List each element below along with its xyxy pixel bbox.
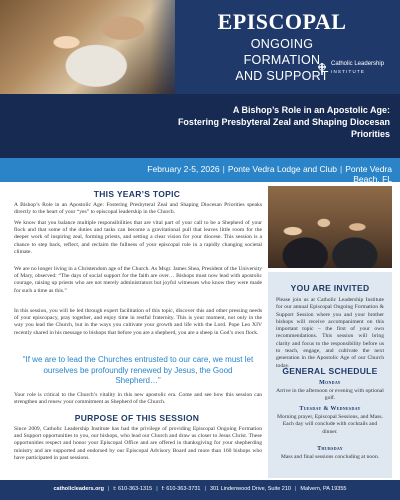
subtitle-line-3: AND SUPPORT <box>235 69 329 83</box>
event-venue: Ponte Vedra Lodge and Club <box>227 164 337 174</box>
footer-fax: f: 610-363-3731 <box>161 486 201 492</box>
bishops-meeting-photo <box>268 186 392 268</box>
footer-contact <box>0 486 400 492</box>
separator: | <box>339 164 343 174</box>
topic-heading: THIS YEAR’S TOPIC <box>93 189 181 199</box>
event-location: Ponte Vedra Beach, FL <box>345 164 392 184</box>
invited-heading: YOU ARE INVITED <box>290 283 370 293</box>
footer-city: Malvern, PA 19355 <box>300 486 347 492</box>
session-title-line-1: A Bishop’s Role in an Apostolic Age: <box>232 105 390 115</box>
separator: | <box>156 486 158 492</box>
footer-address: 301 Lindenwood Drive, Suite 210 <box>209 486 291 492</box>
purpose-heading: PURPOSE OF THIS SESSION <box>74 413 200 423</box>
subtitle-line-1: ONGOING <box>250 37 314 51</box>
schedule-day-tue-wed: Tuesday & Wednesday <box>299 406 361 412</box>
header-photo-fade <box>150 0 200 94</box>
cli-logo-icon <box>316 62 328 76</box>
schedule-text-thursday: Mass and final sessions concluding at noon. <box>280 454 380 460</box>
schedule-day-thursday: Thursday <box>317 446 343 452</box>
separator: | <box>204 486 206 492</box>
footer-website-link[interactable]: catholicleaders.org <box>53 486 104 492</box>
brochure-title: EPISCOPAL <box>217 9 347 34</box>
logo-line-1: Catholic Leadership <box>331 61 385 67</box>
header-photo-bishop-hands <box>0 0 175 94</box>
schedule-day-monday: Monday <box>319 380 341 386</box>
separator: | <box>107 486 110 492</box>
logo-text <box>331 61 384 75</box>
purpose-paragraph: Since 2009, Catholic Leadership Institute has had the privilege of providing Episcopal Ongoing Formation and Support opportunities to you, our bishops, who lead our Church and draw us closer to Jesus Christ. These opportunities respect and honor your Episcopal Office and are offered in thanksgiving for your shepherding ministry and are supported and endorsed by our Episcopal Advisory Board and more than 160 bishops who have participated in past sessions. <box>14 426 262 461</box>
topic-paragraph-2: We know that you balance multiple responsibilities that are vital part of your call to be a Shepherd of your flock and that some of the duties and tasks can become a gravitational pull that leaves little room for the deeper work of inspiring zeal, forming priests, and setting a clear vision for your diocese. This session is a chance to step back, reflect, and reclaim the fullness of your episcopal role in a rapidly changing societal climate. <box>14 220 262 255</box>
topic-paragraph-5: Your role is critical to the Church’s vitality in this new apostolic era. Come and see how this session can strengthen and renew your commitment as Shepherd of the Church. <box>14 392 262 406</box>
event-dates: February 2-5, 2026 <box>147 164 220 174</box>
event-details <box>120 164 392 184</box>
topic-paragraph-4: In this session, you will be led through expert facilitation of this topic, discover this and other pressing needs of your episcopacy, pray together, and enjoy time in restful fraternity. This is your moment, not only in the way you lead the Church, but in the ways you cultivate your growth and life with the Lord. Pope Leo XIV recently shared in his message to bishops that before you are a shepherd, you are a sheep in God’s own flock. <box>14 308 262 336</box>
logo-line-2: INSTITUTE <box>331 69 366 74</box>
topic-paragraph-1: A Bishop’s Role in an Apostolic Age: Fostering Presbyteral Zeal and Shaping Diocesan Priorities speaks directly to the heart of your “yes” to episcopal leadership in the Church. <box>14 202 262 216</box>
separator: | <box>294 486 297 492</box>
topic-paragraph-3: We are no longer living in a Christendom age of the Church. As Msgr. James Shea, President of the University of Mary, observed: “The days of social support for the faith are over… Bishops must now lead with apostolic courage, raising up priests who are not merely administrators but joyful witnesses who know they were made for such a time as this.” <box>14 266 262 294</box>
schedule-text-tue-wed: Morning prayer, Episcopal Sessions, and Mass. Each day will conclude with cocktails and dinner. <box>276 414 384 435</box>
invited-text: Please join us at Catholic Leadership Institute for our annual Episcopal Ongoing Formation & Support Session where you and your brother bishops will receive accompaniment on this important topic – the first of your own recommendations. This session will bring clarity and focus to the responsibility before us to teach, engage, and cultivate the next generation in the Apostolic Age of our Church today. <box>276 297 384 369</box>
footer-phone: t: 610-363-1315 <box>113 486 153 492</box>
separator: | <box>222 164 225 174</box>
schedule-heading: GENERAL SCHEDULE <box>282 366 378 376</box>
pull-quote: “If we are to lead the Churches entrusted to our care, we must let ourselves be profoundly renewed by Jesus, the Good Shepherd…” <box>22 355 254 385</box>
subtitle-line-2: FORMATION <box>243 53 321 67</box>
schedule-text-monday: Arrive in the afternoon or evening with optional golf. <box>276 388 384 402</box>
session-title-line-2: Fostering Presbyteral Zeal and Shaping Diocesan Priorities <box>177 117 390 139</box>
session-title <box>150 104 390 140</box>
